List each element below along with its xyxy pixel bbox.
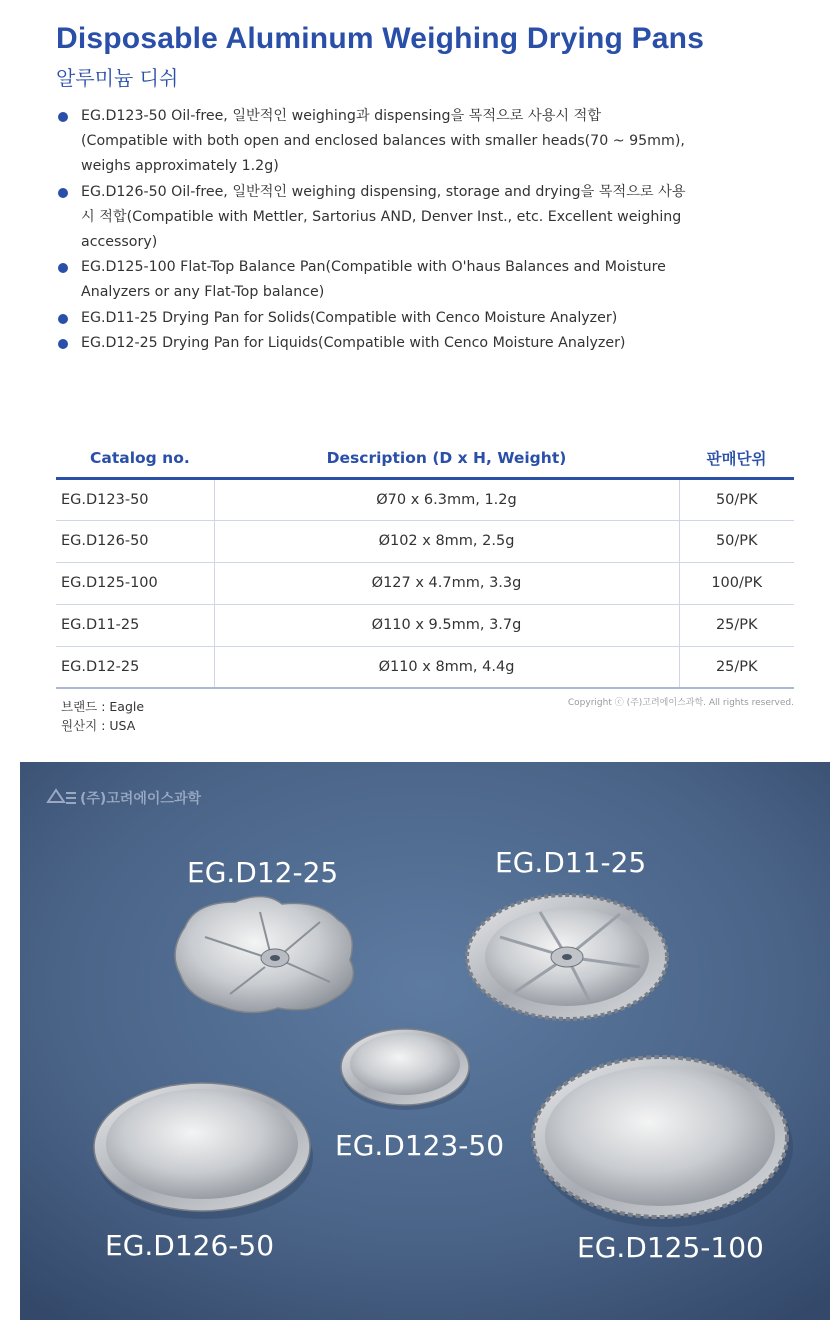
feature-item — [56, 104, 696, 180]
cell-catalog: EG.D11-25 — [56, 604, 214, 646]
feature-line: (Compatible with both open and enclosed balances with smaller heads(70 ~ 95mm), — [81, 133, 685, 150]
bullet-dot-icon — [58, 188, 68, 198]
brand-text: 브랜드 : Eagle — [61, 699, 145, 714]
feature-item — [56, 255, 696, 305]
cell-description: Ø110 x 8mm, 4.4g — [214, 646, 679, 688]
pan-d125-floor — [545, 1066, 775, 1206]
pan-d12-hole — [270, 955, 280, 961]
label-d12: EG.D12-25 — [187, 856, 339, 889]
cell-unit: 50/PK — [679, 520, 794, 562]
cell-unit: 50/PK — [679, 478, 794, 520]
cell-description: Ø102 x 8mm, 2.5g — [214, 520, 679, 562]
pan-d126-floor — [106, 1089, 298, 1199]
watermark-text: (주)고려에이스과학 — [80, 791, 201, 807]
label-d126: EG.D126-50 — [105, 1229, 275, 1262]
feature-list — [56, 104, 696, 356]
bullet-dot-icon — [58, 112, 68, 122]
column-header-unit: 판매단위 — [679, 440, 794, 478]
column-header-description: Description (D x H, Weight) — [214, 440, 679, 478]
feature-line: EG.D123-50 Oil-free, 일반적인 weighing과 dispensing을 목적으로 사용시 적합 — [81, 108, 602, 124]
product-meta — [61, 697, 144, 735]
feature-line: EG.D126-50 Oil-free, 일반적인 weighing dispensing, storage and drying을 목적으로 사용 — [81, 183, 686, 200]
feature-item — [56, 180, 696, 256]
cell-description: Ø110 x 9.5mm, 3.7g — [214, 604, 679, 646]
cell-description: Ø127 x 4.7mm, 3.3g — [214, 562, 679, 604]
pan-d126 — [94, 1083, 313, 1219]
pan-d12 — [175, 896, 353, 1012]
cell-unit: 25/PK — [679, 646, 794, 688]
catalog-table — [56, 440, 794, 689]
cell-catalog: EG.D126-50 — [56, 520, 214, 562]
feature-item — [56, 331, 696, 356]
feature-item — [56, 306, 696, 331]
table-row — [56, 478, 794, 520]
product-photo — [20, 762, 830, 1320]
bullet-dot-icon — [58, 314, 68, 324]
cell-unit: 100/PK — [679, 562, 794, 604]
feature-line: 시 적합(Compatible with Mettler, Sartorius AND, Denver Inst., etc. Excellent weighing — [81, 208, 682, 225]
column-header-catalog: Catalog no. — [56, 440, 214, 478]
feature-line: accessory) — [81, 234, 158, 251]
table-row — [56, 604, 794, 646]
cell-unit: 25/PK — [679, 604, 794, 646]
table-row — [56, 562, 794, 604]
bullet-dot-icon — [58, 339, 68, 349]
page-title: Disposable Aluminum Weighing Drying Pans — [56, 22, 705, 55]
feature-line: weighs approximately 1.2g) — [81, 158, 279, 175]
label-d11: EG.D11-25 — [495, 846, 647, 879]
feature-line: EG.D12-25 Drying Pan for Liquids(Compatible with Cenco Moisture Analyzer) — [81, 334, 626, 351]
pan-d123 — [341, 1029, 470, 1110]
cell-catalog: EG.D125-100 — [56, 562, 214, 604]
bullet-dot-icon — [58, 263, 68, 273]
pan-d11-hole — [562, 954, 572, 960]
table-header-row — [56, 440, 794, 478]
feature-line: Analyzers or any Flat-Top balance) — [81, 284, 325, 301]
pan-d11 — [467, 895, 667, 1019]
label-d125: EG.D125-100 — [577, 1231, 764, 1264]
label-d123: EG.D123-50 — [335, 1129, 505, 1162]
cell-description: Ø70 x 6.3mm, 1.2g — [214, 478, 679, 520]
cell-catalog: EG.D12-25 — [56, 646, 214, 688]
page-subtitle: 알루미늄 디쉬 — [56, 66, 179, 90]
feature-line: EG.D11-25 Drying Pan for Solids(Compatible with Cenco Moisture Analyzer) — [81, 309, 618, 326]
table-row — [56, 520, 794, 562]
copyright-text: Copyright ⓒ (주)고려에이스과학. All rights reserved. — [567, 698, 794, 708]
table-row — [56, 646, 794, 688]
pan-d123-floor — [350, 1033, 460, 1095]
pan-d125 — [533, 1057, 793, 1227]
cell-catalog: EG.D123-50 — [56, 478, 214, 520]
feature-line: EG.D125-100 Flat-Top Balance Pan(Compatible with O'haus Balances and Moisture — [81, 259, 666, 276]
origin-text: 원산지 : USA — [61, 718, 136, 733]
